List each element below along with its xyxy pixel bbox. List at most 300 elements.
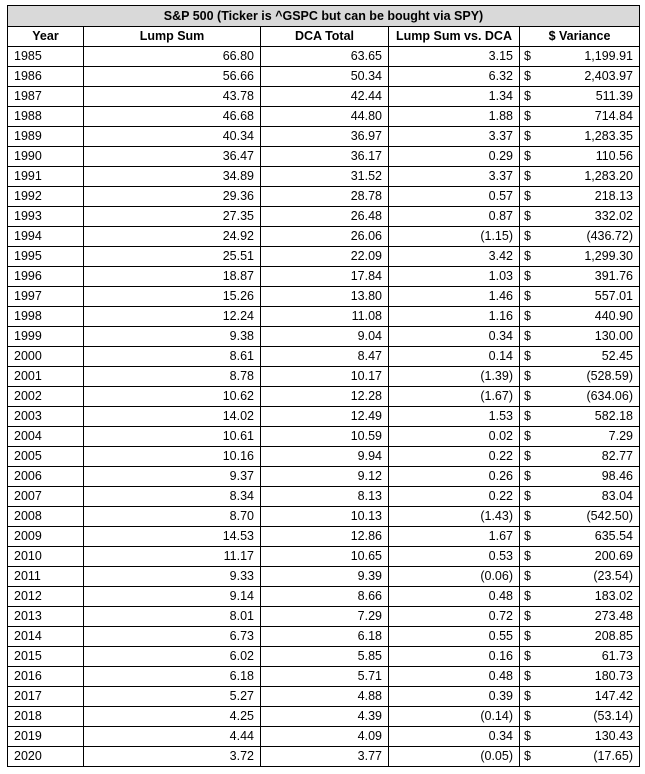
cell-lump-vs-dca[interactable]: 0.48 bbox=[389, 667, 520, 687]
cell-variance[interactable] bbox=[520, 567, 640, 587]
variance-value: 1,199.91 bbox=[584, 49, 633, 63]
cell-lump-sum[interactable]: 40.34 bbox=[84, 127, 261, 147]
cell-year[interactable]: 2001 bbox=[8, 367, 84, 387]
table-row bbox=[8, 87, 640, 107]
table-row bbox=[8, 347, 640, 367]
cell-lump-sum[interactable]: 66.80 bbox=[84, 47, 261, 67]
cell-year[interactable]: 2011 bbox=[8, 567, 84, 587]
cell-lump-vs-dca[interactable]: 1.16 bbox=[389, 307, 520, 327]
currency-symbol: $ bbox=[524, 329, 531, 343]
cell-dca-total[interactable]: 12.28 bbox=[261, 387, 389, 407]
currency-symbol: $ bbox=[524, 69, 531, 83]
cell-lump-vs-dca[interactable]: 0.22 bbox=[389, 447, 520, 467]
cell-lump-vs-dca[interactable]: (0.06) bbox=[389, 567, 520, 587]
currency-symbol: $ bbox=[524, 149, 531, 163]
cell-dca-total[interactable]: 36.17 bbox=[261, 147, 389, 167]
table-row bbox=[8, 727, 640, 747]
cell-year[interactable]: 2004 bbox=[8, 427, 84, 447]
cell-dca-total[interactable]: 3.77 bbox=[261, 747, 389, 767]
cell-lump-sum[interactable]: 15.26 bbox=[84, 287, 261, 307]
cell-dca-total[interactable]: 17.84 bbox=[261, 267, 389, 287]
cell-dca-total[interactable]: 10.59 bbox=[261, 427, 389, 447]
cell-lump-sum[interactable]: 11.17 bbox=[84, 547, 261, 567]
variance-wrap bbox=[524, 307, 633, 326]
cell-lump-vs-dca[interactable]: (1.67) bbox=[389, 387, 520, 407]
variance-value: 183.02 bbox=[594, 589, 633, 603]
cell-dca-total[interactable]: 22.09 bbox=[261, 247, 389, 267]
currency-symbol: $ bbox=[524, 509, 531, 523]
cell-variance[interactable] bbox=[520, 607, 640, 627]
cell-dca-total[interactable]: 9.94 bbox=[261, 447, 389, 467]
cell-year[interactable]: 1989 bbox=[8, 127, 84, 147]
cell-variance[interactable] bbox=[520, 687, 640, 707]
currency-symbol: $ bbox=[524, 729, 531, 743]
cell-variance[interactable] bbox=[520, 527, 640, 547]
currency-symbol: $ bbox=[524, 529, 531, 543]
header-variance[interactable]: $ Variance bbox=[520, 27, 640, 47]
cell-dca-total[interactable]: 9.04 bbox=[261, 327, 389, 347]
cell-dca-total[interactable]: 42.44 bbox=[261, 87, 389, 107]
cell-lump-sum[interactable]: 4.25 bbox=[84, 707, 261, 727]
cell-variance[interactable] bbox=[520, 187, 640, 207]
cell-dca-total[interactable]: 28.78 bbox=[261, 187, 389, 207]
table-row bbox=[8, 447, 640, 467]
currency-symbol: $ bbox=[524, 169, 531, 183]
cell-year[interactable]: 2015 bbox=[8, 647, 84, 667]
cell-variance[interactable] bbox=[520, 707, 640, 727]
cell-lump-vs-dca[interactable]: (0.14) bbox=[389, 707, 520, 727]
cell-variance[interactable] bbox=[520, 47, 640, 67]
cell-lump-vs-dca[interactable]: 0.39 bbox=[389, 687, 520, 707]
cell-year[interactable]: 2006 bbox=[8, 467, 84, 487]
variance-wrap bbox=[524, 467, 633, 486]
title-row bbox=[8, 6, 640, 27]
cell-year[interactable]: 1997 bbox=[8, 287, 84, 307]
cell-lump-vs-dca[interactable]: 0.14 bbox=[389, 347, 520, 367]
table-row bbox=[8, 147, 640, 167]
variance-wrap bbox=[524, 487, 633, 506]
cell-year[interactable]: 1993 bbox=[8, 207, 84, 227]
cell-variance[interactable] bbox=[520, 127, 640, 147]
cell-lump-sum[interactable]: 25.51 bbox=[84, 247, 261, 267]
variance-value: 61.73 bbox=[601, 649, 633, 663]
variance-value: (23.54) bbox=[593, 569, 633, 583]
cell-lump-sum[interactable]: 8.78 bbox=[84, 367, 261, 387]
variance-value: 557.01 bbox=[594, 289, 633, 303]
cell-dca-total[interactable]: 44.80 bbox=[261, 107, 389, 127]
variance-value: (17.65) bbox=[593, 749, 633, 763]
cell-year[interactable]: 1994 bbox=[8, 227, 84, 247]
variance-value: 110.56 bbox=[595, 149, 633, 163]
cell-year[interactable]: 2018 bbox=[8, 707, 84, 727]
cell-dca-total[interactable]: 12.86 bbox=[261, 527, 389, 547]
cell-lump-sum[interactable]: 9.33 bbox=[84, 567, 261, 587]
variance-value: 98.46 bbox=[601, 469, 633, 483]
cell-variance[interactable] bbox=[520, 87, 640, 107]
variance-value: 218.13 bbox=[594, 189, 633, 203]
currency-symbol: $ bbox=[524, 189, 531, 203]
cell-lump-sum[interactable]: 36.47 bbox=[84, 147, 261, 167]
cell-variance[interactable] bbox=[520, 727, 640, 747]
variance-wrap bbox=[524, 167, 633, 186]
cell-dca-total[interactable]: 10.13 bbox=[261, 507, 389, 527]
cell-lump-sum[interactable]: 14.02 bbox=[84, 407, 261, 427]
cell-lump-vs-dca[interactable]: (1.39) bbox=[389, 367, 520, 387]
cell-lump-vs-dca[interactable]: 6.32 bbox=[389, 67, 520, 87]
cell-lump-sum[interactable]: 5.27 bbox=[84, 687, 261, 707]
cell-lump-vs-dca[interactable]: 0.53 bbox=[389, 547, 520, 567]
cell-dca-total[interactable]: 10.17 bbox=[261, 367, 389, 387]
cell-year[interactable]: 2000 bbox=[8, 347, 84, 367]
currency-symbol: $ bbox=[524, 449, 531, 463]
variance-value: 2,403.97 bbox=[584, 69, 633, 83]
cell-lump-vs-dca[interactable]: (1.15) bbox=[389, 227, 520, 247]
cell-dca-total[interactable]: 63.65 bbox=[261, 47, 389, 67]
cell-lump-sum[interactable]: 3.72 bbox=[84, 747, 261, 767]
cell-lump-sum[interactable]: 9.37 bbox=[84, 467, 261, 487]
cell-lump-vs-dca[interactable]: 3.37 bbox=[389, 127, 520, 147]
cell-lump-sum[interactable]: 6.02 bbox=[84, 647, 261, 667]
table-row bbox=[8, 67, 640, 87]
cell-year[interactable]: 1996 bbox=[8, 267, 84, 287]
cell-year[interactable]: 2002 bbox=[8, 387, 84, 407]
variance-wrap bbox=[524, 687, 633, 706]
cell-dca-total[interactable]: 12.49 bbox=[261, 407, 389, 427]
cell-lump-vs-dca[interactable]: 0.34 bbox=[389, 327, 520, 347]
variance-wrap bbox=[524, 567, 633, 586]
cell-variance[interactable] bbox=[520, 147, 640, 167]
cell-lump-sum[interactable]: 27.35 bbox=[84, 207, 261, 227]
cell-variance[interactable] bbox=[520, 347, 640, 367]
variance-value: (53.14) bbox=[593, 709, 633, 723]
currency-symbol: $ bbox=[524, 109, 531, 123]
cell-variance[interactable] bbox=[520, 367, 640, 387]
cell-year[interactable]: 2008 bbox=[8, 507, 84, 527]
variance-wrap bbox=[524, 627, 633, 646]
currency-symbol: $ bbox=[524, 629, 531, 643]
variance-value: (528.59) bbox=[586, 369, 633, 383]
cell-year[interactable]: 1990 bbox=[8, 147, 84, 167]
variance-wrap bbox=[524, 327, 633, 346]
cell-lump-vs-dca[interactable]: 0.72 bbox=[389, 607, 520, 627]
cell-variance[interactable] bbox=[520, 407, 640, 427]
cell-lump-vs-dca[interactable]: 0.87 bbox=[389, 207, 520, 227]
variance-wrap bbox=[524, 107, 633, 126]
variance-wrap bbox=[524, 227, 633, 246]
cell-dca-total[interactable]: 50.34 bbox=[261, 67, 389, 87]
cell-lump-vs-dca[interactable]: 1.46 bbox=[389, 287, 520, 307]
variance-wrap bbox=[524, 427, 633, 446]
cell-lump-sum[interactable]: 10.16 bbox=[84, 447, 261, 467]
variance-value: (542.50) bbox=[586, 509, 633, 523]
cell-year[interactable]: 2012 bbox=[8, 587, 84, 607]
variance-value: (634.06) bbox=[586, 389, 633, 403]
cell-variance[interactable] bbox=[520, 507, 640, 527]
table-title[interactable]: S&P 500 (Ticker is ^GSPC but can be bought via SPY) bbox=[8, 6, 640, 27]
variance-value: 7.29 bbox=[608, 429, 633, 443]
currency-symbol: $ bbox=[524, 409, 531, 423]
table-row bbox=[8, 207, 640, 227]
currency-symbol: $ bbox=[524, 589, 531, 603]
cell-dca-total[interactable]: 5.85 bbox=[261, 647, 389, 667]
variance-wrap bbox=[524, 667, 633, 686]
cell-year[interactable]: 2020 bbox=[8, 747, 84, 767]
cell-lump-sum[interactable]: 29.36 bbox=[84, 187, 261, 207]
currency-symbol: $ bbox=[524, 209, 531, 223]
table-row bbox=[8, 387, 640, 407]
cell-year[interactable]: 2009 bbox=[8, 527, 84, 547]
cell-dca-total[interactable]: 26.06 bbox=[261, 227, 389, 247]
cell-lump-sum[interactable]: 8.01 bbox=[84, 607, 261, 627]
cell-lump-sum[interactable]: 8.70 bbox=[84, 507, 261, 527]
variance-wrap bbox=[524, 267, 633, 286]
table-row bbox=[8, 367, 640, 387]
variance-wrap bbox=[524, 367, 633, 386]
table-row bbox=[8, 47, 640, 67]
variance-wrap bbox=[524, 547, 633, 566]
cell-lump-sum[interactable]: 43.78 bbox=[84, 87, 261, 107]
table-row bbox=[8, 227, 640, 247]
cell-variance[interactable] bbox=[520, 227, 640, 247]
cell-lump-sum[interactable]: 12.24 bbox=[84, 307, 261, 327]
cell-variance[interactable] bbox=[520, 647, 640, 667]
table-row bbox=[8, 487, 640, 507]
cell-dca-total[interactable]: 6.18 bbox=[261, 627, 389, 647]
currency-symbol: $ bbox=[524, 269, 531, 283]
currency-symbol: $ bbox=[524, 549, 531, 563]
variance-wrap bbox=[524, 387, 633, 406]
variance-wrap bbox=[524, 727, 633, 746]
variance-wrap bbox=[524, 187, 633, 206]
cell-lump-vs-dca[interactable]: 0.48 bbox=[389, 587, 520, 607]
table-row bbox=[8, 287, 640, 307]
variance-wrap bbox=[524, 287, 633, 306]
cell-lump-sum[interactable]: 4.44 bbox=[84, 727, 261, 747]
cell-dca-total[interactable]: 10.65 bbox=[261, 547, 389, 567]
variance-wrap bbox=[524, 67, 633, 86]
variance-wrap bbox=[524, 507, 633, 526]
cell-lump-sum[interactable]: 24.92 bbox=[84, 227, 261, 247]
variance-value: 130.00 bbox=[594, 329, 633, 343]
cell-lump-vs-dca[interactable]: 0.55 bbox=[389, 627, 520, 647]
variance-wrap bbox=[524, 147, 633, 166]
cell-lump-vs-dca[interactable]: 1.67 bbox=[389, 527, 520, 547]
cell-dca-total[interactable]: 4.09 bbox=[261, 727, 389, 747]
table-row bbox=[8, 307, 640, 327]
header-dca-total[interactable]: DCA Total bbox=[261, 27, 389, 47]
currency-symbol: $ bbox=[524, 129, 531, 143]
cell-year[interactable]: 1992 bbox=[8, 187, 84, 207]
currency-symbol: $ bbox=[524, 309, 531, 323]
cell-dca-total[interactable]: 31.52 bbox=[261, 167, 389, 187]
cell-year[interactable]: 1988 bbox=[8, 107, 84, 127]
cell-dca-total[interactable]: 8.66 bbox=[261, 587, 389, 607]
cell-lump-sum[interactable]: 34.89 bbox=[84, 167, 261, 187]
cell-year[interactable]: 1985 bbox=[8, 47, 84, 67]
cell-lump-sum[interactable]: 10.61 bbox=[84, 427, 261, 447]
variance-value: 208.85 bbox=[594, 629, 633, 643]
cell-year[interactable]: 1995 bbox=[8, 247, 84, 267]
variance-wrap bbox=[524, 207, 633, 226]
cell-dca-total[interactable]: 13.80 bbox=[261, 287, 389, 307]
cell-year[interactable]: 1999 bbox=[8, 327, 84, 347]
cell-year[interactable]: 1998 bbox=[8, 307, 84, 327]
variance-value: 273.48 bbox=[594, 609, 633, 623]
table-row bbox=[8, 407, 640, 427]
table-row bbox=[8, 127, 640, 147]
cell-variance[interactable] bbox=[520, 387, 640, 407]
variance-value: 440.90 bbox=[594, 309, 633, 323]
cell-variance[interactable] bbox=[520, 267, 640, 287]
table-row bbox=[8, 107, 640, 127]
variance-value: 1,283.35 bbox=[584, 129, 633, 143]
variance-value: 391.76 bbox=[594, 269, 633, 283]
variance-value: 635.54 bbox=[594, 529, 633, 543]
cell-variance[interactable] bbox=[520, 447, 640, 467]
cell-lump-vs-dca[interactable]: 0.02 bbox=[389, 427, 520, 447]
variance-value: 52.45 bbox=[601, 349, 633, 363]
cell-variance[interactable] bbox=[520, 667, 640, 687]
cell-lump-vs-dca[interactable]: (0.05) bbox=[389, 747, 520, 767]
cell-year[interactable]: 2010 bbox=[8, 547, 84, 567]
table-row bbox=[8, 527, 640, 547]
cell-lump-sum[interactable]: 56.66 bbox=[84, 67, 261, 87]
cell-variance[interactable] bbox=[520, 207, 640, 227]
cell-year[interactable]: 2003 bbox=[8, 407, 84, 427]
cell-dca-total[interactable]: 8.47 bbox=[261, 347, 389, 367]
variance-value: 200.69 bbox=[594, 549, 633, 563]
cell-lump-sum[interactable]: 10.62 bbox=[84, 387, 261, 407]
cell-dca-total[interactable]: 9.12 bbox=[261, 467, 389, 487]
cell-year[interactable]: 2005 bbox=[8, 447, 84, 467]
currency-symbol: $ bbox=[524, 229, 531, 243]
variance-value: 1,283.20 bbox=[584, 169, 633, 183]
cell-lump-vs-dca[interactable]: 1.88 bbox=[389, 107, 520, 127]
cell-variance[interactable] bbox=[520, 167, 640, 187]
currency-symbol: $ bbox=[524, 669, 531, 683]
cell-lump-vs-dca[interactable]: 3.37 bbox=[389, 167, 520, 187]
cell-lump-vs-dca[interactable]: (1.43) bbox=[389, 507, 520, 527]
cell-dca-total[interactable]: 7.29 bbox=[261, 607, 389, 627]
table-row bbox=[8, 667, 640, 687]
table-row bbox=[8, 467, 640, 487]
variance-value: 511.39 bbox=[595, 89, 633, 103]
cell-lump-sum[interactable]: 6.18 bbox=[84, 667, 261, 687]
cell-lump-vs-dca[interactable]: 3.42 bbox=[389, 247, 520, 267]
variance-wrap bbox=[524, 607, 633, 626]
cell-lump-sum[interactable]: 8.61 bbox=[84, 347, 261, 367]
cell-year[interactable]: 2019 bbox=[8, 727, 84, 747]
variance-wrap bbox=[524, 587, 633, 606]
cell-dca-total[interactable]: 4.88 bbox=[261, 687, 389, 707]
cell-lump-vs-dca[interactable]: 0.29 bbox=[389, 147, 520, 167]
cell-dca-total[interactable]: 9.39 bbox=[261, 567, 389, 587]
cell-lump-vs-dca[interactable]: 1.34 bbox=[389, 87, 520, 107]
cell-lump-vs-dca[interactable]: 1.53 bbox=[389, 407, 520, 427]
header-lump-sum[interactable]: Lump Sum bbox=[84, 27, 261, 47]
cell-variance[interactable] bbox=[520, 307, 640, 327]
cell-variance[interactable] bbox=[520, 487, 640, 507]
variance-value: (436.72) bbox=[586, 229, 633, 243]
cell-dca-total[interactable]: 11.08 bbox=[261, 307, 389, 327]
variance-wrap bbox=[524, 647, 633, 666]
cell-lump-vs-dca[interactable]: 0.26 bbox=[389, 467, 520, 487]
variance-value: 180.73 bbox=[594, 669, 633, 683]
table-row bbox=[8, 547, 640, 567]
cell-lump-vs-dca[interactable]: 0.16 bbox=[389, 647, 520, 667]
cell-dca-total[interactable]: 8.13 bbox=[261, 487, 389, 507]
cell-lump-vs-dca[interactable]: 1.03 bbox=[389, 267, 520, 287]
table-row bbox=[8, 427, 640, 447]
cell-variance[interactable] bbox=[520, 67, 640, 87]
cell-year[interactable]: 2014 bbox=[8, 627, 84, 647]
variance-value: 332.02 bbox=[594, 209, 633, 223]
cell-year[interactable]: 2017 bbox=[8, 687, 84, 707]
cell-variance[interactable] bbox=[520, 467, 640, 487]
cell-lump-vs-dca[interactable]: 0.34 bbox=[389, 727, 520, 747]
currency-symbol: $ bbox=[524, 49, 531, 63]
cell-variance[interactable] bbox=[520, 427, 640, 447]
table-row bbox=[8, 507, 640, 527]
table-row bbox=[8, 627, 640, 647]
cell-lump-vs-dca[interactable]: 0.57 bbox=[389, 187, 520, 207]
cell-lump-sum[interactable]: 6.73 bbox=[84, 627, 261, 647]
cell-year[interactable]: 2016 bbox=[8, 667, 84, 687]
cell-variance[interactable] bbox=[520, 587, 640, 607]
cell-dca-total[interactable]: 5.71 bbox=[261, 667, 389, 687]
cell-variance[interactable] bbox=[520, 287, 640, 307]
cell-dca-total[interactable]: 4.39 bbox=[261, 707, 389, 727]
variance-value: 1,299.30 bbox=[584, 249, 633, 263]
header-year[interactable]: Year bbox=[8, 27, 84, 47]
cell-lump-sum[interactable]: 14.53 bbox=[84, 527, 261, 547]
variance-value: 130.43 bbox=[594, 729, 633, 743]
table-row bbox=[8, 587, 640, 607]
cell-variance[interactable] bbox=[520, 247, 640, 267]
cell-lump-sum[interactable]: 18.87 bbox=[84, 267, 261, 287]
cell-year[interactable]: 1991 bbox=[8, 167, 84, 187]
table-row bbox=[8, 187, 640, 207]
variance-wrap bbox=[524, 707, 633, 726]
cell-variance[interactable] bbox=[520, 627, 640, 647]
cell-lump-sum[interactable]: 46.68 bbox=[84, 107, 261, 127]
cell-year[interactable]: 1987 bbox=[8, 87, 84, 107]
currency-symbol: $ bbox=[524, 689, 531, 703]
currency-symbol: $ bbox=[524, 429, 531, 443]
currency-symbol: $ bbox=[524, 89, 531, 103]
cell-lump-sum[interactable]: 9.38 bbox=[84, 327, 261, 347]
cell-variance[interactable] bbox=[520, 547, 640, 567]
cell-year[interactable]: 1986 bbox=[8, 67, 84, 87]
table-row bbox=[8, 267, 640, 287]
currency-symbol: $ bbox=[524, 609, 531, 623]
cell-lump-vs-dca[interactable]: 0.22 bbox=[389, 487, 520, 507]
cell-variance[interactable] bbox=[520, 747, 640, 767]
cell-lump-sum[interactable]: 8.34 bbox=[84, 487, 261, 507]
cell-year[interactable]: 2013 bbox=[8, 607, 84, 627]
variance-value: 582.18 bbox=[594, 409, 633, 423]
cell-variance[interactable] bbox=[520, 327, 640, 347]
cell-variance[interactable] bbox=[520, 107, 640, 127]
variance-wrap bbox=[524, 247, 633, 266]
cell-year[interactable]: 2007 bbox=[8, 487, 84, 507]
cell-dca-total[interactable]: 26.48 bbox=[261, 207, 389, 227]
header-lump-vs-dca[interactable]: Lump Sum vs. DCA bbox=[389, 27, 520, 47]
cell-dca-total[interactable]: 36.97 bbox=[261, 127, 389, 147]
cell-lump-vs-dca[interactable]: 3.15 bbox=[389, 47, 520, 67]
cell-lump-sum[interactable]: 9.14 bbox=[84, 587, 261, 607]
table-row bbox=[8, 647, 640, 667]
